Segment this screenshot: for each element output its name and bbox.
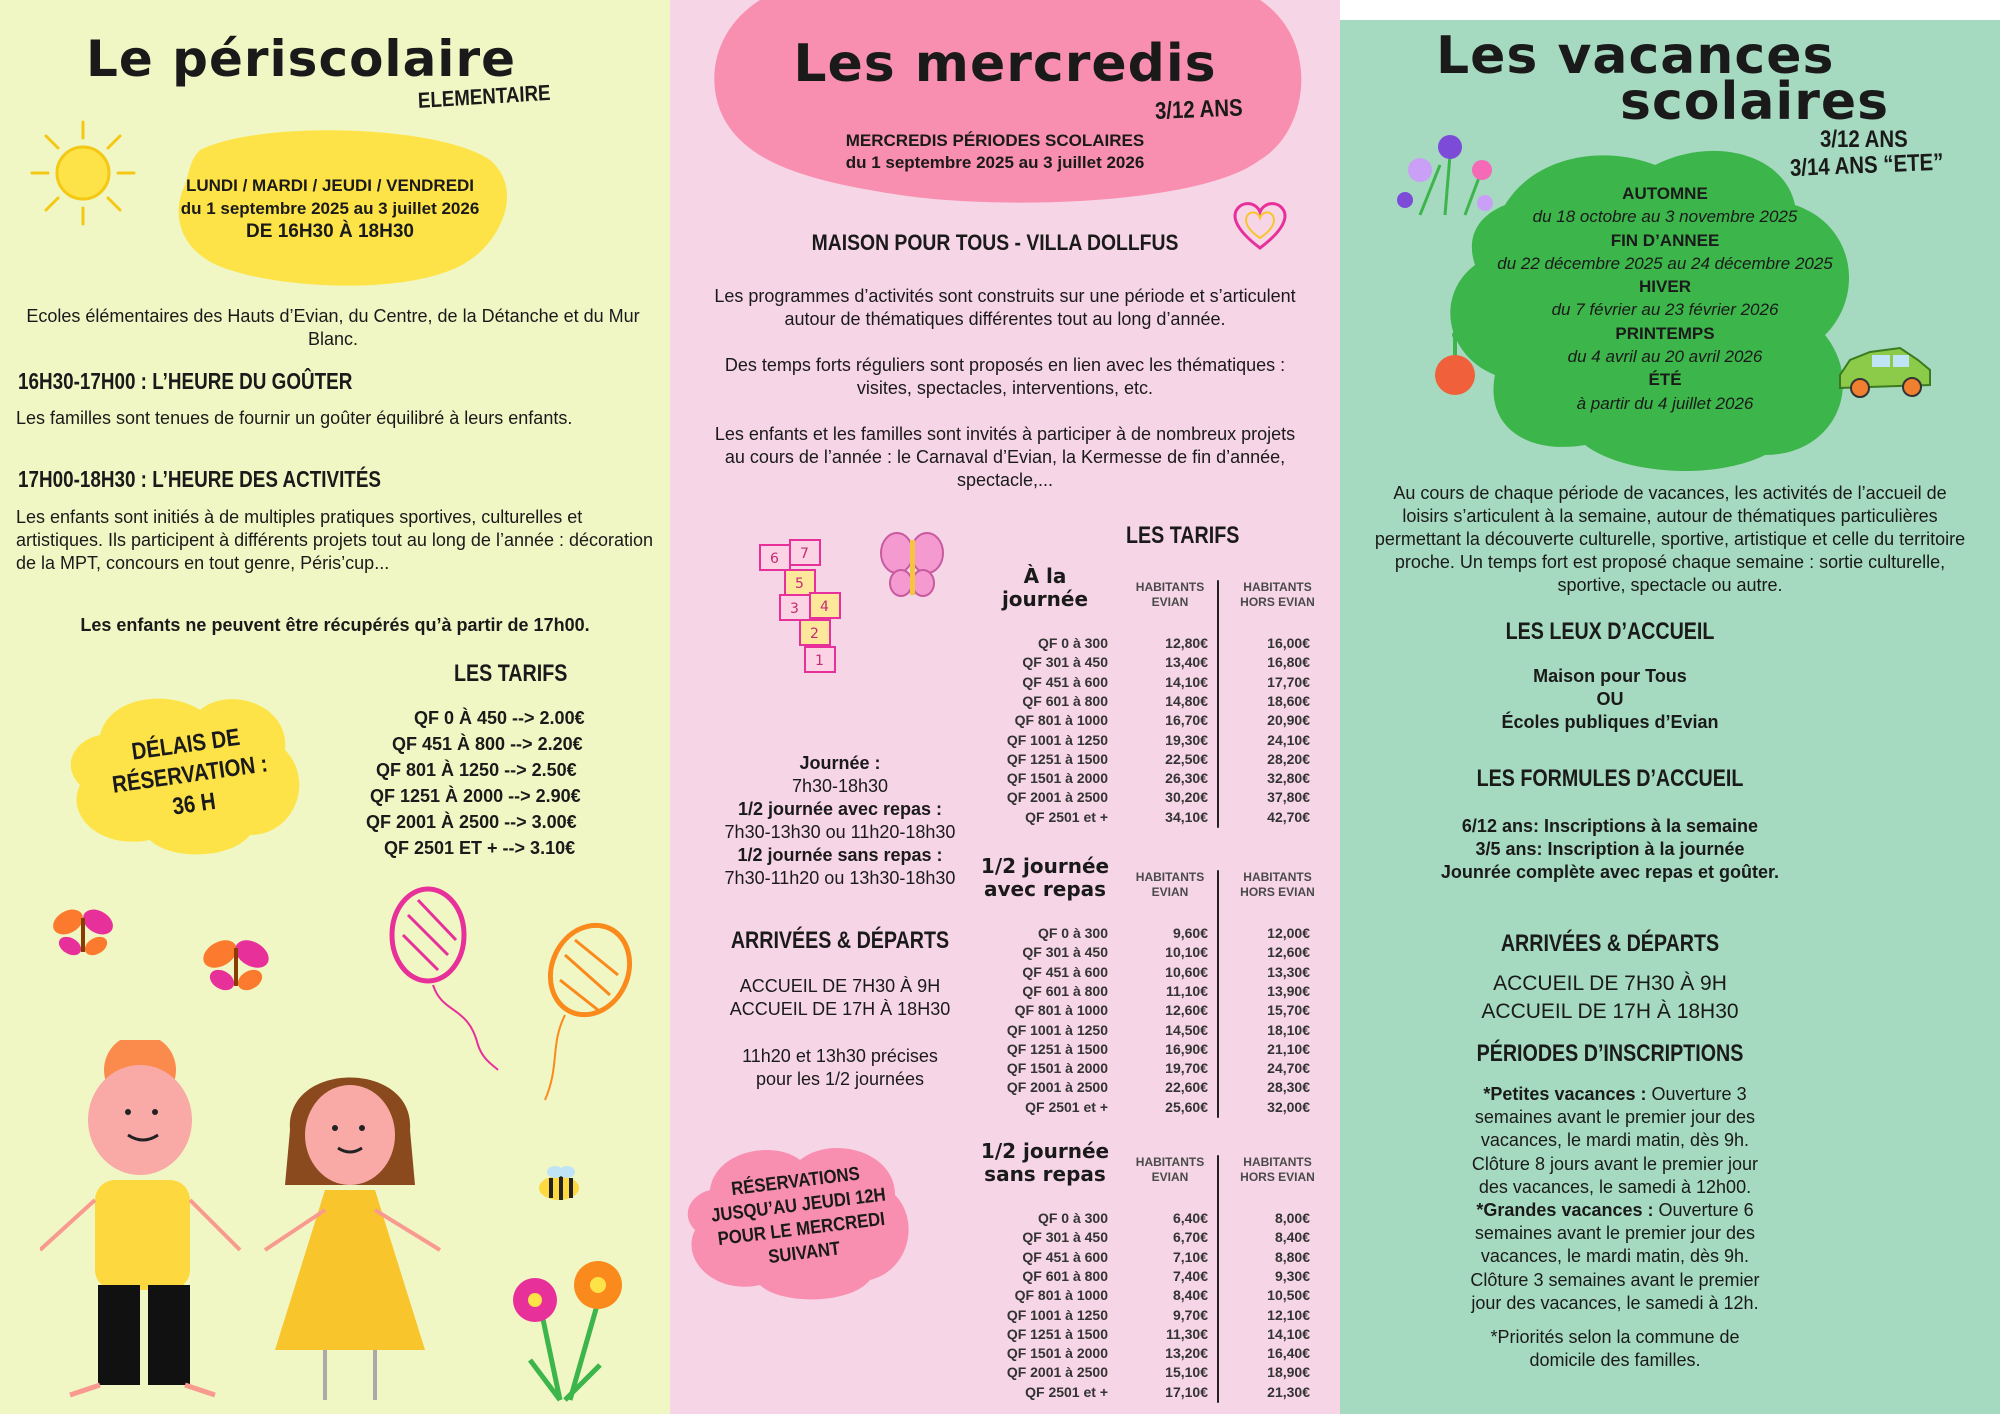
tarif-line: QF 0 À 450 --> 2.00€ (414, 708, 585, 728)
evian-price: 7,10€ (1172, 1248, 1208, 1265)
mercredis-age: 3/12 ANS (1154, 94, 1244, 125)
tarif-line: QF 451 À 800 --> 2.20€ (392, 734, 583, 754)
tarif-line: QF 1251 À 2000 --> 2.90€ (370, 786, 581, 806)
hors-price: 8,40€ (1274, 1229, 1310, 1246)
accueil-matin: ACCUEIL DE 7H30 À 9H (1493, 972, 1727, 995)
periscolaire-days (150, 174, 510, 243)
qf-cell: QF 2501 et + (1025, 1098, 1108, 1115)
period-name: AUTOMNE (1622, 184, 1708, 203)
hors-price: 8,80€ (1274, 1248, 1310, 1265)
heart-icon (1230, 198, 1290, 253)
para2: Des temps forts réguliers sont proposés en lien avec les thématiques : visites, spectacles, interventions, etc. (724, 355, 1286, 398)
hors-price: 18,90€ (1267, 1364, 1310, 1381)
hors-price: 14,10€ (1267, 1325, 1310, 1342)
period-dates: du 22 décembre 2025 au 24 décembre 2025 (1497, 253, 1833, 273)
vacances-age-1: 3/12 ANS (1820, 126, 1908, 153)
column-divider (1217, 1155, 1219, 1403)
butterfly-icon (196, 930, 276, 1005)
mercredis-title: Les mercredis (793, 34, 1217, 94)
rate-row (980, 674, 1320, 693)
hors-price: 16,40€ (1267, 1345, 1310, 1362)
hop-num: 2 (810, 626, 819, 642)
inscriptions-block (1470, 1083, 1760, 1315)
qf-cell: QF 2001 à 2500 (1006, 1364, 1108, 1381)
hop-num: 7 (800, 546, 809, 562)
evian-price: 12,60€ (1165, 1002, 1208, 1019)
para1: Les programmes d’activités sont construits sur une période et s’articulent autour de thématiques différentes tout au long d’année. (714, 286, 1296, 329)
qf-cell: QF 451 à 600 (1022, 673, 1108, 690)
rate-row (980, 944, 1320, 963)
demi-repas-label: 1/2 journée avec repas : (737, 799, 943, 819)
evian-price: 11,30€ (1165, 1325, 1208, 1342)
hors-price: 18,10€ (1267, 1021, 1310, 1038)
period-name: HIVER (1639, 277, 1691, 297)
evian-price: 7,40€ (1172, 1267, 1208, 1284)
qf-cell: QF 801 à 1000 (1014, 1002, 1108, 1019)
hors-price: 21,10€ (1267, 1040, 1310, 1057)
hors-price: 12,00€ (1267, 925, 1310, 941)
rate-row (980, 1326, 1320, 1345)
hors-price: 16,00€ (1267, 635, 1310, 651)
column-divider (1217, 870, 1219, 1118)
days-text: LUNDI / MARDI / JEUDI / VENDREDI (185, 176, 475, 195)
rate-table-header (980, 565, 1320, 635)
qf-cell: QF 801 à 1000 (1014, 712, 1108, 729)
evian-price: 16,90€ (1165, 1040, 1208, 1057)
accueil-soir: ACCUEIL DE 17H À 18H30 (729, 999, 951, 1019)
horaires-block (690, 752, 990, 890)
evian-price: 14,80€ (1165, 692, 1208, 709)
formule-2: 3/5 ans: Inscription à la journée (1475, 839, 1745, 859)
evian-price: 6,40€ (1172, 1210, 1208, 1226)
rate-row (980, 1002, 1320, 1021)
period-name: FIN D’ANNEE (1610, 230, 1720, 250)
hop-num: 5 (795, 576, 804, 592)
accueil-block (690, 975, 990, 1021)
accueil-block-vacances (1430, 970, 1790, 1026)
rate-row (980, 1229, 1320, 1248)
rate-row (980, 809, 1320, 828)
grandes-text: Ouverture 6 semaines avant le premier jour des vacances, le mardi matin, dès 9h. Clôture 3 semaines avant le premier jour des vacances, le samedi à 12h. (1470, 1200, 1760, 1313)
period-name: ÉTÉ (1648, 370, 1682, 390)
hors-price: 13,30€ (1267, 963, 1310, 980)
qf-cell: QF 1001 à 1250 (1006, 1021, 1108, 1038)
hors-price: 9,30€ (1274, 1267, 1310, 1284)
precise-2: pour les 1/2 journées (755, 1069, 925, 1089)
lieu-1: Maison pour Tous (1533, 666, 1687, 686)
hop-num: 1 (815, 653, 824, 669)
bee-icon (535, 1160, 585, 1205)
periscolaire-title: Le périscolaire (86, 30, 517, 88)
gouter-text: Les familles sont tenues de fournir un goûter équilibré à leurs enfants. (16, 408, 573, 428)
qf-cell: QF 301 à 450 (1022, 944, 1108, 961)
vacances-panel (1340, 20, 2000, 1414)
hors-price: 28,30€ (1267, 1079, 1310, 1096)
evian-price: 17,10€ (1165, 1383, 1208, 1400)
activites-heading: 17H00-18H30 : L’HEURE DES ACTIVITÉS (18, 466, 381, 492)
period-dates: à partir du 4 juillet 2026 (1576, 393, 1754, 413)
qf-cell: QF 1251 à 1500 (1006, 1040, 1108, 1057)
rate-row (980, 1099, 1320, 1118)
qf-cell: QF 451 à 600 (1022, 1248, 1108, 1265)
rate-table-header (980, 855, 1320, 925)
hors-price: 32,80€ (1267, 770, 1310, 787)
period-dates: du 1 septembre 2025 au 3 juillet 2026 (845, 153, 1145, 172)
col-header-hors: HABITANTS HORS EVIAN (1240, 1155, 1315, 1184)
inscriptions-heading: PÉRIODES D’INSCRIPTIONS (1476, 1040, 1744, 1067)
formules-heading: LES FORMULES D’ACCUEIL (1476, 765, 1744, 792)
vacances-age-2: 3/14 ANS “ETE” (1789, 148, 1944, 182)
qf-cell: QF 801 à 1000 (1014, 1287, 1108, 1304)
hors-price: 10,50€ (1267, 1287, 1310, 1304)
hopscotch-icon (740, 535, 890, 685)
rate-row (980, 1384, 1320, 1403)
evian-price: 14,50€ (1165, 1021, 1208, 1038)
rate-row (980, 693, 1320, 712)
qf-cell: QF 0 à 300 (1037, 925, 1108, 941)
lieux-block (1430, 665, 1790, 734)
qf-cell: QF 1501 à 2000 (1006, 1060, 1108, 1077)
petites-text: Ouverture 3 semaines avant le premier jour des vacances, le mardi matin, dès 9h. Clôture 8 jours avant le premier jour des vacances, le samedi à 12h00. (1471, 1084, 1759, 1197)
evian-price: 19,70€ (1165, 1060, 1208, 1077)
tarif-line: QF 2001 À 2500 --> 3.00€ (366, 812, 577, 832)
hors-price: 15,70€ (1267, 1002, 1310, 1019)
hors-price: 24,10€ (1267, 731, 1310, 748)
periscolaire-subtitle: ELEMENTAIRE (417, 79, 551, 113)
tarifs-heading-mercredis: LES TARIFS (1126, 522, 1240, 549)
periscolaire-panel (0, 0, 670, 1414)
arrivees-heading-vacances: ARRIVÉES & DÉPARTS (1500, 930, 1720, 957)
col-header-hors: HABITANTS HORS EVIAN (1240, 870, 1315, 899)
accueil-matin: ACCUEIL DE 7H30 À 9H (739, 976, 941, 996)
balloon-icon (378, 885, 508, 1075)
hors-price: 20,90€ (1267, 712, 1310, 729)
rate-row (980, 732, 1320, 751)
location: MAISON POUR TOUS - VILLA DOLLFUS (811, 230, 1179, 255)
qf-cell: QF 1501 à 2000 (1006, 770, 1108, 787)
rate-row (980, 964, 1320, 983)
evian-price: 30,20€ (1165, 789, 1208, 806)
qf-cell: QF 301 à 450 (1022, 654, 1108, 671)
rate-table-title: 1/2 journée sans repas (980, 1139, 1110, 1186)
qf-cell: QF 601 à 800 (1022, 982, 1108, 999)
hors-price: 18,60€ (1267, 692, 1310, 709)
qf-cell: QF 1501 à 2000 (1006, 1345, 1108, 1362)
evian-price: 13,20€ (1165, 1345, 1208, 1362)
rate-row (980, 770, 1320, 789)
period-block (760, 130, 1230, 174)
evian-price: 34,10€ (1165, 808, 1208, 825)
hors-price: 42,70€ (1267, 808, 1310, 825)
rate-row (980, 925, 1320, 944)
demi-repas-hours: 7h30-13h30 ou 11h20-18h30 (724, 822, 956, 842)
qf-cell: QF 2001 à 2500 (1006, 789, 1108, 806)
lieu-ou: OU (1596, 689, 1624, 709)
demi-sans-hours: 7h30-11h20 ou 13h30-18h30 (724, 868, 956, 888)
gouter-heading: 16H30-17H00 : L’HEURE DU GOÛTER (18, 368, 353, 394)
rate-row (980, 1022, 1320, 1041)
hors-price: 37,80€ (1267, 789, 1310, 806)
rate-row (980, 712, 1320, 731)
demi-sans-label: 1/2 journée sans repas : (737, 845, 943, 865)
tarif-line: QF 801 À 1250 --> 2.50€ (376, 760, 577, 780)
schools-text: Ecoles élémentaires des Hauts d’Evian, du Centre, de la Détanche et du Mur Blanc. (26, 306, 640, 349)
dates-text: du 1 septembre 2025 au 3 juillet 2026 (180, 199, 480, 218)
butterfly-icon (48, 900, 118, 970)
hop-num: 3 (790, 601, 799, 617)
rate-table-title: À la journée (1001, 564, 1089, 611)
qf-cell: QF 601 à 800 (1022, 1267, 1108, 1284)
qf-cell: QF 301 à 450 (1022, 1229, 1108, 1246)
evian-price: 19,30€ (1165, 731, 1208, 748)
boy-drawing (40, 1040, 250, 1410)
para3: Les enfants et les familles sont invités à participer à de nombreux projets au cours de l’année : le Carnaval d’Evian, la Kermesse de fin d’année, spectacle,... (714, 424, 1296, 490)
accueil-soir: ACCUEIL DE 17H À 18H30 (1481, 1000, 1739, 1023)
evian-price: 13,40€ (1165, 654, 1208, 671)
arrivees-heading: ARRIVÉES & DÉPARTS (730, 927, 950, 954)
qf-cell: QF 0 à 300 (1037, 635, 1108, 651)
formule-1: 6/12 ans: Inscriptions à la semaine (1461, 816, 1759, 836)
hors-price: 16,80€ (1267, 654, 1310, 671)
col-header-hors: HABITANTS HORS EVIAN (1240, 580, 1315, 609)
col-header-evian: HABITANTS EVIAN (1135, 580, 1205, 609)
hors-price: 8,00€ (1274, 1210, 1310, 1226)
vacances-title-2: scolaires (1620, 72, 1890, 132)
rate-row (980, 983, 1320, 1002)
balloon-icon (520, 915, 640, 1105)
period-name: PRINTEMPS (1615, 323, 1715, 343)
hors-price: 12,60€ (1267, 944, 1310, 961)
tarifs-heading: LES TARIFS (454, 660, 568, 687)
vacances-intro: Au cours de chaque période de vacances, les activités de l’accueil de loisirs s’articulent à la semaine, autour de thématiques particulières permettant la découverte culturelle, sportive, artistique et celle du territoire proche. Un temps fort est proposé chaque semaine : sortie culturelle, sportive, spectacle ou autre. (1374, 483, 1966, 595)
rate-row (980, 1307, 1320, 1326)
evian-price: 26,30€ (1165, 770, 1208, 787)
hors-price: 13,90€ (1267, 982, 1310, 999)
qf-cell: QF 1251 à 1500 (1006, 750, 1108, 767)
butterfly-icon (875, 525, 950, 605)
priorites: *Priorités selon la commune de domicile des familles. (1490, 1327, 1740, 1370)
hors-price: 24,70€ (1267, 1060, 1310, 1077)
rate-row (980, 1041, 1320, 1060)
evian-price: 16,70€ (1165, 712, 1208, 729)
precises-block (690, 1045, 990, 1091)
grandes-label: *Grandes vacances : (1476, 1200, 1654, 1221)
flowers-icon (500, 1250, 630, 1410)
hors-price: 28,20€ (1267, 750, 1310, 767)
evian-price: 12,80€ (1165, 635, 1208, 651)
hop-num: 6 (770, 551, 779, 567)
reservation-delay: DÉLAIS DE RÉSERVATION : 36 H (110, 723, 270, 821)
lieu-2: Écoles publiques d’Evian (1501, 712, 1719, 732)
rate-row (980, 1345, 1320, 1364)
rate-row (980, 1060, 1320, 1079)
evian-price: 14,10€ (1165, 673, 1208, 690)
qf-cell: QF 2501 et + (1025, 808, 1108, 825)
rate-table-header (980, 1140, 1320, 1210)
qf-cell: QF 601 à 800 (1022, 692, 1108, 709)
hours-text: DE 16H30 À 18H30 (246, 221, 414, 242)
qf-cell: QF 0 à 300 (1037, 1210, 1108, 1226)
rate-row (980, 751, 1320, 770)
evian-price: 8,40€ (1172, 1287, 1208, 1304)
period-heading: MERCREDIS PÉRIODES SCOLAIRES (845, 131, 1145, 150)
formules-block (1440, 815, 1780, 884)
col-header-evian: HABITANTS EVIAN (1135, 1155, 1205, 1184)
qf-cell: QF 2001 à 2500 (1006, 1079, 1108, 1096)
evian-price: 15,10€ (1165, 1364, 1208, 1381)
rate-row (980, 1268, 1320, 1287)
qf-cell: QF 1001 à 1250 (1006, 731, 1108, 748)
period-dates: du 18 octobre au 3 novembre 2025 (1532, 207, 1798, 227)
rate-table-title: 1/2 journée avec repas (980, 854, 1110, 901)
vacances-title-1: Les vacances (1436, 26, 1835, 86)
evian-price: 9,60€ (1172, 925, 1208, 941)
rate-row (980, 1210, 1320, 1229)
qf-cell: QF 2501 et + (1025, 1383, 1108, 1400)
hop-num: 4 (820, 599, 829, 615)
journee-hours: 7h30-18h30 (791, 776, 889, 796)
qf-cell: QF 451 à 600 (1022, 963, 1108, 980)
rate-row (980, 635, 1320, 654)
rate-row (980, 789, 1320, 808)
activites-text: Les enfants sont initiés à de multiples pratiques sportives, culturelles et artistiques. Ils participent à différents projets tout au long de l’année : décoration de la MPT, concours en tout genre, Péris’cup... (16, 507, 654, 573)
evian-price: 25,60€ (1165, 1098, 1208, 1115)
journee-label: Journée : (799, 753, 881, 773)
hors-price: 32,00€ (1267, 1098, 1310, 1115)
rate-row (980, 1364, 1320, 1383)
sun-icon (28, 118, 138, 228)
col-header-evian: HABITANTS EVIAN (1135, 870, 1205, 899)
evian-price: 10,60€ (1165, 963, 1208, 980)
periods-list (1470, 182, 1860, 415)
evian-price: 22,60€ (1165, 1079, 1208, 1096)
reservation-note: RÉSERVATIONS JUSQU’AU JEUDI 12H POUR LE MERCREDI SUIVANT (710, 1163, 887, 1269)
tarif-line: QF 2501 ET + --> 3.10€ (384, 838, 576, 858)
column-divider (1217, 580, 1219, 828)
hors-price: 17,70€ (1267, 673, 1310, 690)
rate-row (980, 1287, 1320, 1306)
hors-price: 12,10€ (1267, 1306, 1310, 1323)
evian-price: 9,70€ (1172, 1306, 1208, 1323)
pickup-note: Les enfants ne peuvent être récupérés qu’à partir de 17h00. (80, 615, 590, 635)
formule-3: Jounrée complète avec repas et goûter. (1440, 862, 1780, 882)
hors-price: 21,30€ (1267, 1383, 1310, 1400)
qf-cell: QF 1251 à 1500 (1006, 1325, 1108, 1342)
girl-drawing (250, 1050, 460, 1414)
rate-row (980, 654, 1320, 673)
evian-price: 22,50€ (1165, 750, 1208, 767)
evian-price: 10,10€ (1165, 944, 1208, 961)
rate-row (980, 1249, 1320, 1268)
petites-label: *Petites vacances : (1483, 1084, 1647, 1104)
period-dates: du 4 avril au 20 avril 2026 (1567, 347, 1763, 367)
evian-price: 11,10€ (1165, 982, 1208, 999)
evian-price: 6,70€ (1172, 1229, 1208, 1246)
rate-row (980, 1079, 1320, 1098)
qf-cell: QF 1001 à 1250 (1006, 1306, 1108, 1323)
lieux-heading: LES LEUX D’ACCUEIL (1505, 618, 1715, 645)
period-dates: du 7 février au 23 février 2026 (1551, 300, 1779, 320)
precise-1: 11h20 et 13h30 précises (742, 1046, 938, 1066)
mercredis-panel (670, 0, 1340, 1414)
